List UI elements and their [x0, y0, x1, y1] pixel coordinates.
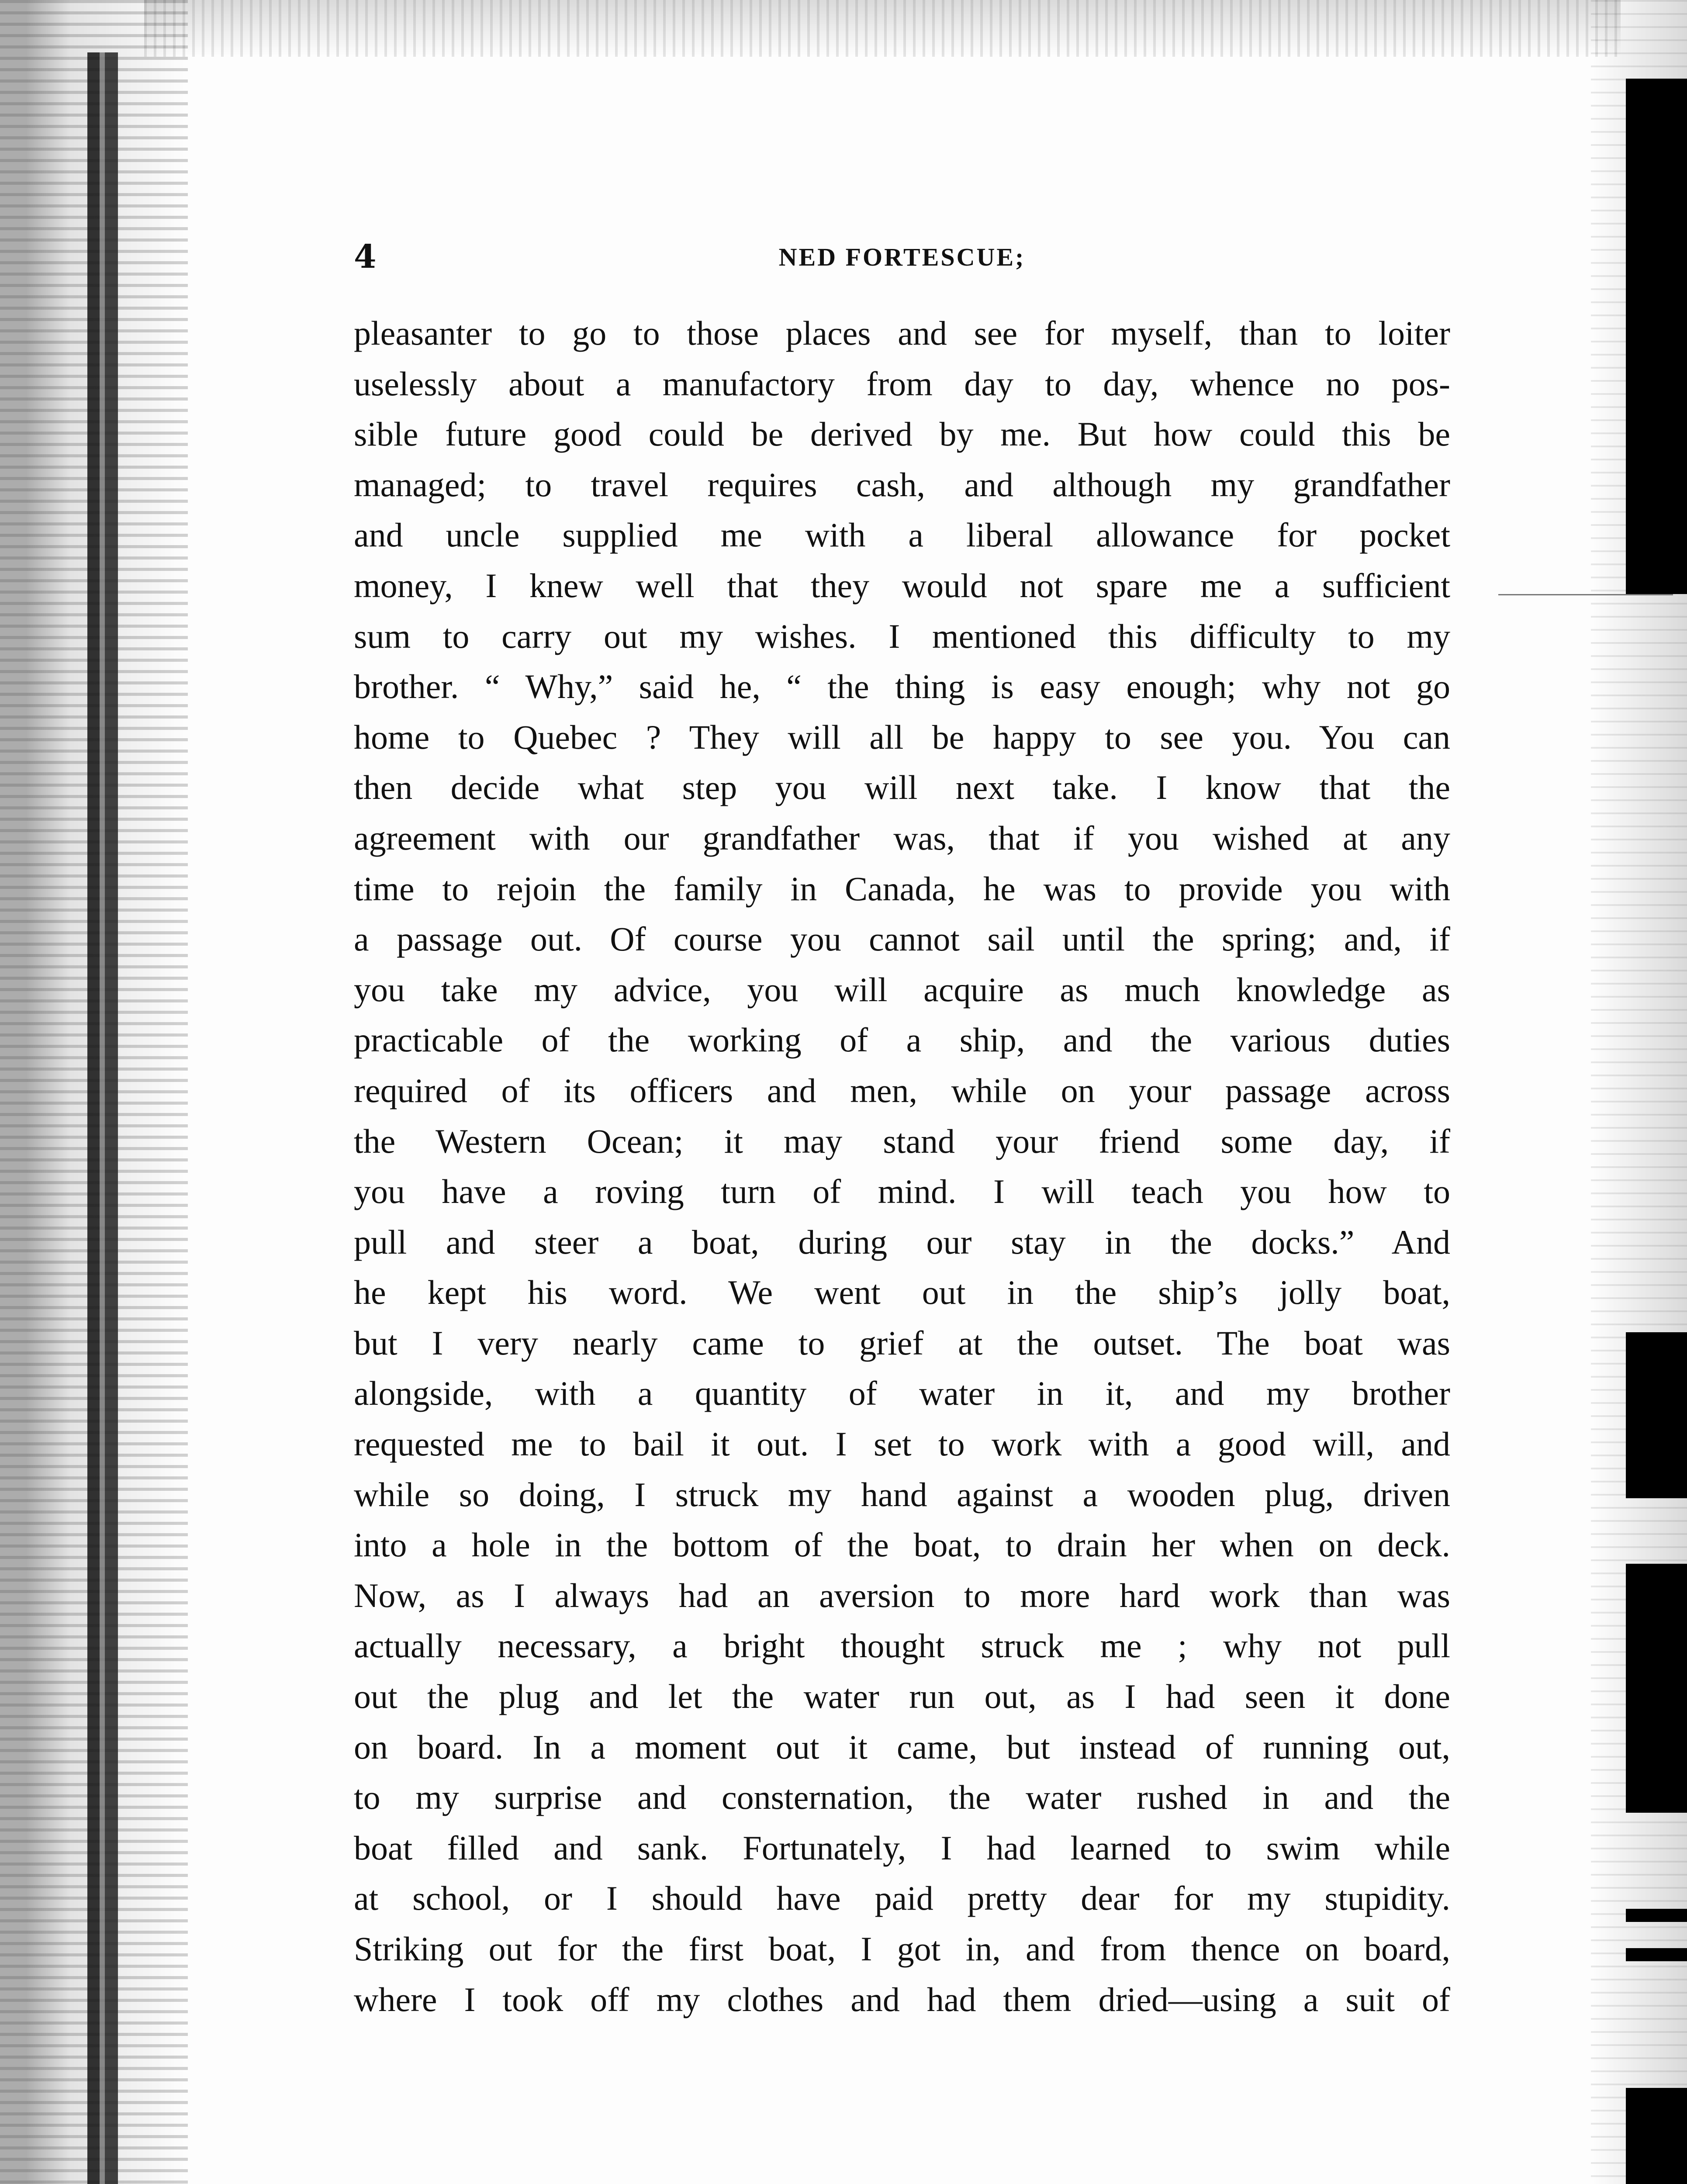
text-line: home to Quebec ? They will all be happy to see you. You can — [354, 718, 1450, 756]
body-text — [354, 308, 1450, 2025]
text-line: where I took off my clothes and had them dried—using a suit of — [354, 1980, 1450, 2018]
text-line: requested me to bail it out. I set to work with a good will, and — [354, 1425, 1450, 1463]
text-line: uselessly about a manufactory from day to day, whence no pos- — [354, 364, 1450, 403]
text-line: while so doing, I struck my hand against a wooden plug, driven — [354, 1475, 1450, 1514]
scan-edge-block — [1626, 1332, 1687, 1498]
text-line: required of its officers and men, while on your passage across — [354, 1071, 1450, 1109]
scan-edge-block — [1626, 1909, 1687, 1922]
text-line: he kept his word. We went out in the ship’s jolly boat, — [354, 1273, 1450, 1312]
text-line: you take my advice, you will acquire as much knowledge as — [354, 970, 1450, 1009]
text-line: out the plug and let the water run out, as I had seen it done — [354, 1677, 1450, 1716]
text-line: a passage out. Of course you cannot sail until the spring; and, if — [354, 920, 1450, 958]
text-line: on board. In a moment out it came, but instead of running out, — [354, 1728, 1450, 1766]
text-line: Now, as I always had an aversion to more hard work than was — [354, 1576, 1450, 1614]
text-line: time to rejoin the family in Canada, he was to provide you with — [354, 869, 1450, 908]
text-line: pleasanter to go to those places and see for myself, than to loiter — [354, 314, 1450, 352]
scan-edge-rule — [1498, 594, 1673, 595]
text-line: agreement with our grandfather was, that if you wished at any — [354, 819, 1450, 857]
text-line: Striking out for the first boat, I got in, and from thence on board, — [354, 1930, 1450, 1968]
text-line: money, I knew well that they would not spare me a sufficient — [354, 566, 1450, 605]
text-line: into a hole in the bottom of the boat, to drain her when on deck. — [354, 1526, 1450, 1564]
scan-edge-block — [1626, 2088, 1687, 2184]
text-line: managed; to travel requires cash, and although my grandfather — [354, 465, 1450, 504]
text-line: brother. “ Why,” said he, “ the thing is easy enough; why not go — [354, 667, 1450, 706]
text-line: sum to carry out my wishes. I mentioned this difficulty to my — [354, 617, 1450, 655]
scan-edge-block — [1626, 79, 1687, 594]
text-line: to my surprise and consternation, the water rushed in and the — [354, 1778, 1450, 1817]
text-line: then decide what step you will next take. I know that the — [354, 768, 1450, 807]
text-line: you have a roving turn of mind. I will teach you how to — [354, 1172, 1450, 1211]
text-line: actually necessary, a bright thought struck me ; why not pull — [354, 1627, 1450, 1665]
scan-edge-block — [1626, 1564, 1687, 1813]
text-line: boat filled and sank. Fortunately, I had learned to swim while — [354, 1828, 1450, 1867]
text-line: pull and steer a boat, during our stay in the docks.” And — [354, 1223, 1450, 1261]
text-line: alongside, with a quantity of water in it, and my brother — [354, 1374, 1450, 1413]
running-head: NED FORTESCUE; — [778, 243, 1026, 271]
text-line: at school, or I should have paid pretty dear for my stupidity. — [354, 1879, 1450, 1918]
page-number: 4 — [354, 238, 377, 276]
page-header — [354, 238, 1450, 282]
text-line: but I very nearly came to grief at the outset. The boat was — [354, 1324, 1450, 1362]
text-line: practicable of the working of a ship, and the various duties — [354, 1021, 1450, 1059]
text-line: the Western Ocean; it may stand your friend some day, if — [354, 1122, 1450, 1160]
text-line: and uncle supplied me with a liberal allowance for pocket — [354, 516, 1450, 554]
scan-noise-top — [144, 0, 1621, 57]
book-binding-shadow — [87, 52, 118, 2184]
scan-edge-block — [1626, 1948, 1687, 1961]
text-line: sible future good could be derived by me. But how could this be — [354, 415, 1450, 453]
